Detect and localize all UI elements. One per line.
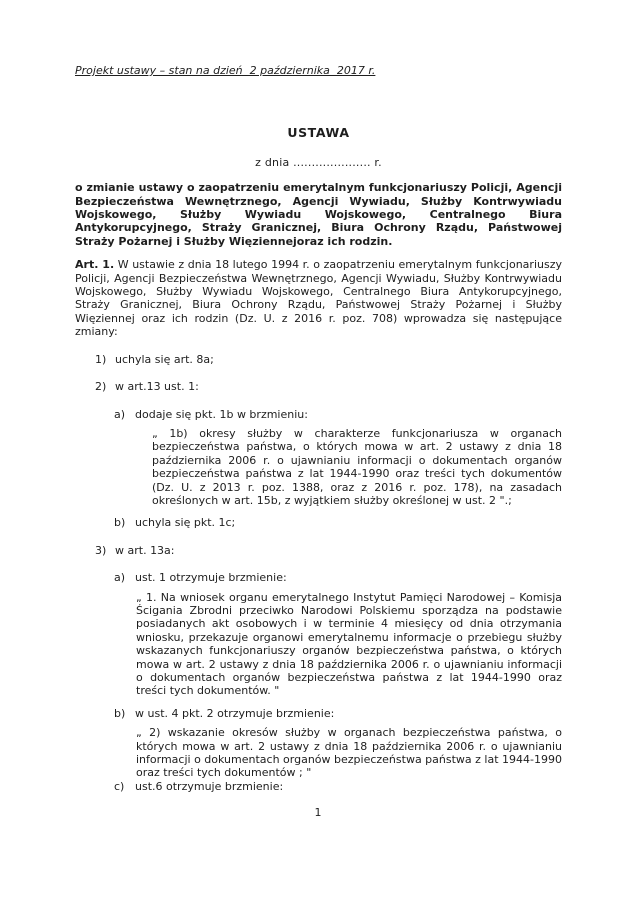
date-line: z dnia ..................... r. [255, 155, 382, 169]
article-1-paragraph [75, 258, 562, 338]
list-item-3a [75, 571, 562, 584]
list-item-text: w art.13 ust. 1: [115, 380, 199, 394]
quote-block-1b: „ 1b) okresy służby w charakterze funkcjonariusza w organach bezpieczeństwa państwa, o których mowa w art. 2 ustawy z dnia 18 października 2006 r. o ujawnianiu informacji o dokumentach organów bezpieczeństwa państwa z lat 1944-1990 oraz treści tych dokumentów (Dz. U. z 2013 r. poz. 1388, oraz z 2016 r. poz. 178), na zasadach określonych w art. 15b, z wyjątkiem służby określonej w ust. 2 ".; [152, 426, 562, 507]
list-item-3 [75, 544, 562, 557]
list-item-2b [75, 516, 562, 529]
list-item-text: uchyla się art. 8a; [115, 352, 214, 366]
list-item-marker: b) [114, 516, 126, 530]
list-item-marker: a) [114, 571, 126, 585]
list-item-3c [75, 780, 562, 793]
list-item-text: ust. 1 otrzymuje brzmienie: [135, 571, 287, 585]
list-item-2a [75, 408, 562, 421]
article-1-text: W ustawie z dnia 18 lutego 1994 r. o zaopatrzeniu emerytalnym funkcjonariuszy Policji, Agencji Bezpieczeństwa Wewnętrznego, Agencji Wywiadu, Służby Kontrwywiadu Wojskowego, Służby Wywiadu Wojskowego, Centralnego Biura Antykorupcyjnego, Straży Granicznej, Biura Ochrony Rządu, Państwowej Straży Pożarnej i Służby Więziennej oraz ich rodzin (Dz. U. z 2016 r. poz. 708) wprowadza się następujące zmiany: [75, 258, 562, 339]
list-item-marker: a) [114, 407, 126, 421]
list-item-3b [75, 707, 562, 720]
page-number: 1 [314, 806, 322, 819]
list-item-text: ust.6 otrzymuje brzmienie: [135, 779, 284, 793]
list-item-text: w art. 13a: [115, 543, 175, 557]
list-item-marker: b) [114, 706, 126, 720]
law-title: USTAWA [287, 125, 350, 141]
list-item-text: uchyla się pkt. 1c; [135, 516, 236, 530]
list-item-2 [75, 380, 562, 393]
list-item-marker: 3) [95, 543, 107, 557]
list-item-marker: c) [114, 779, 125, 793]
quote-block-ust1: „ 1. Na wniosek organu emerytalnego Instytut Pamięci Narodowej – Komisja Ścigania Zbrodni przeciwko Narodowi Polskiemu sporządza na podstawie posiadanych akt osobowych i w terminie 4 miesięcy od dnia otrzymania wniosku, przekazuje organowi emerytalnemu informacje o przebiegu służby wskazanych funkcjonariuszy organów bezpieczeństwa państwa, o których mowa w art. 2 ustawy z dnia 18 października 2006 r. o ujawnianiu informacji o dokumentach organów bezpieczeństwa państwa z lat 1944-1990 oraz treści tych dokumentów. " [136, 590, 562, 698]
quote-block-pkt2: „ 2) wskazanie okresów służby w organach bezpieczeństwa państwa, o których mowa w art. 2 ustawy z dnia 18 października 2006 r. o ujawnianiu informacji o dokumentach organów bezpieczeństwa państwa z lat 1944-1990 oraz treści tych dokumentów ; " [136, 726, 562, 780]
list-item-text: w ust. 4 pkt. 2 otrzymuje brzmienie: [135, 706, 335, 720]
list-item-text: dodaje się pkt. 1b w brzmieniu: [135, 407, 308, 421]
subject-paragraph: o zmianie ustawy o zaopatrzeniu emerytalnym funkcjonariuszy Policji, Agencji Bezpieczeństwa Wewnętrznego, Agencji Wywiadu, Służby Kontrwywiadu Wojskowego, Służby Wywiadu Wojskowego, Centralnego Biura Antykorupcyjnego, Straży Granicznej, Biura Ochrony Rządu, Państwowej Straży Pożarnej i Służby Więziennejoraz ich rodzin. [75, 181, 562, 248]
list-item-1 [75, 353, 562, 366]
article-1-label: Art. 1. [75, 258, 115, 272]
list-item-marker: 1) [95, 352, 107, 366]
header-note: Projekt ustawy – stan na dzień 2 października 2017 r. [75, 64, 376, 77]
list-item-marker: 2) [95, 380, 107, 394]
